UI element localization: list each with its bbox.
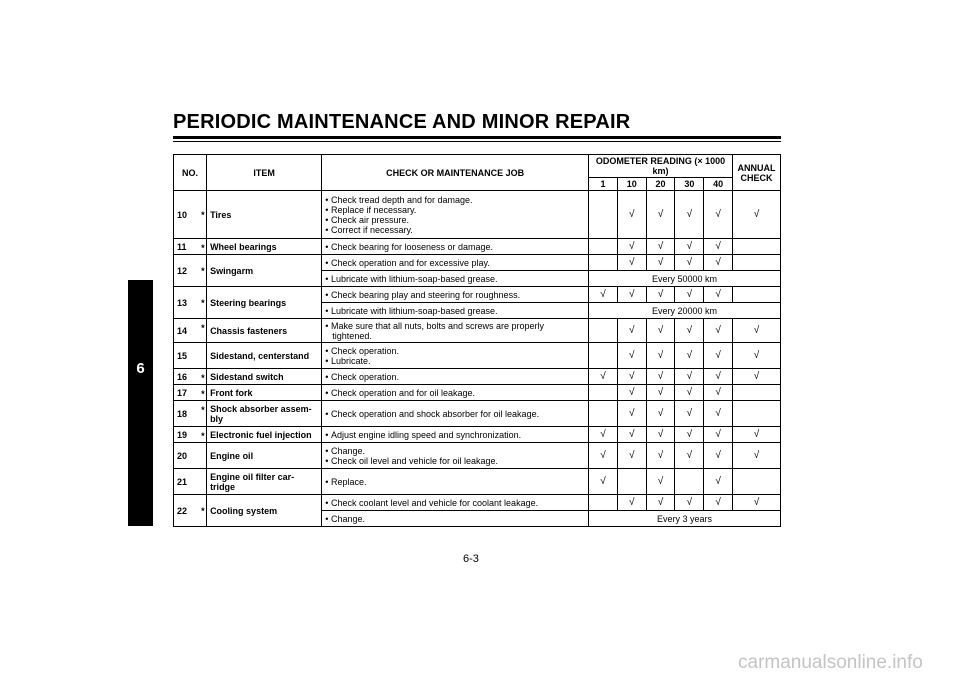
table-row [174, 427, 781, 443]
page-title: PERIODIC MAINTENANCE AND MINOR REPAIR [173, 111, 631, 133]
annual-check-cell [733, 287, 781, 303]
maintenance-job [322, 427, 589, 443]
odometer-check-cell [589, 319, 618, 343]
annual-check-cell: √ [733, 443, 781, 469]
job-line: • Lubricate. [325, 356, 585, 366]
job-line: • Check operation and shock absorber for oil leakage. [325, 409, 585, 419]
header-interval: 30 [675, 178, 704, 191]
item-name: Engine oil [207, 443, 322, 469]
annual-check-cell [733, 255, 781, 271]
table-row [174, 385, 781, 401]
row-number: 19 [174, 427, 200, 443]
table-body [174, 191, 781, 527]
odometer-check-cell [589, 401, 618, 427]
odometer-check-cell: √ [646, 495, 675, 511]
odometer-check-cell: √ [704, 401, 733, 427]
interval-text: Every 3 years [589, 511, 781, 527]
odometer-check-cell: √ [704, 369, 733, 385]
annual-check-cell [733, 401, 781, 427]
odometer-check-cell: √ [589, 369, 618, 385]
job-line: • Replace. [325, 477, 585, 487]
odometer-check-cell [675, 469, 704, 495]
odometer-check-cell: √ [617, 385, 646, 401]
row-number: 13 [174, 287, 200, 319]
header-interval: 10 [617, 178, 646, 191]
maintenance-job [322, 385, 589, 401]
job-line: • Check operation. [325, 346, 585, 356]
odometer-check-cell: √ [617, 343, 646, 369]
maintenance-job [322, 495, 589, 511]
annual-check-cell: √ [733, 495, 781, 511]
odometer-check-cell: √ [646, 385, 675, 401]
interval-text: Every 20000 km [589, 303, 781, 319]
item-name: Tires [207, 191, 322, 239]
odometer-check-cell: √ [704, 319, 733, 343]
asterisk-mark: * [200, 191, 207, 239]
item-name: Sidestand, centerstand [207, 343, 322, 369]
odometer-check-cell: √ [617, 319, 646, 343]
job-line: • Check operation and for oil leakage. [325, 388, 585, 398]
maintenance-job [322, 319, 589, 343]
asterisk-mark: * [200, 385, 207, 401]
annual-check-cell [733, 239, 781, 255]
job-line: • Check oil level and vehicle for oil leakage. [325, 456, 585, 466]
odometer-check-cell [589, 385, 618, 401]
annual-check-cell [733, 469, 781, 495]
job-line: • Change. [325, 514, 585, 524]
odometer-check-cell: √ [704, 191, 733, 239]
odometer-check-cell: √ [646, 255, 675, 271]
odometer-check-cell: √ [675, 319, 704, 343]
header-interval: 1 [589, 178, 618, 191]
header-odometer: ODOMETER READING (× 1000 km) [589, 155, 733, 178]
item-name: Engine oil filter car-tridge [207, 469, 322, 495]
odometer-check-cell: √ [675, 191, 704, 239]
job-line: • Check operation. [325, 372, 585, 382]
odometer-check-cell: √ [589, 469, 618, 495]
odometer-check-cell: √ [617, 191, 646, 239]
annual-check-cell: √ [733, 191, 781, 239]
job-line: • Check coolant level and vehicle for coolant leakage. [325, 498, 585, 508]
asterisk-mark [200, 343, 207, 369]
odometer-check-cell: √ [646, 239, 675, 255]
odometer-check-cell: √ [675, 369, 704, 385]
odometer-check-cell: √ [617, 443, 646, 469]
odometer-check-cell [589, 343, 618, 369]
maintenance-job [322, 369, 589, 385]
odometer-check-cell: √ [589, 287, 618, 303]
maintenance-job [322, 191, 589, 239]
asterisk-mark: * [200, 427, 207, 443]
odometer-check-cell [617, 469, 646, 495]
row-number: 16 [174, 369, 200, 385]
asterisk-mark: * [200, 287, 207, 319]
table-row [174, 443, 781, 469]
table-row [174, 255, 781, 271]
item-name: Chassis fasteners [207, 319, 322, 343]
asterisk-mark [200, 443, 207, 469]
odometer-check-cell: √ [646, 287, 675, 303]
table-row [174, 369, 781, 385]
odometer-check-cell: √ [617, 427, 646, 443]
odometer-check-cell: √ [675, 401, 704, 427]
row-number: 21 [174, 469, 200, 495]
annual-check-cell [733, 385, 781, 401]
item-name: Front fork [207, 385, 322, 401]
title-rule-thin [173, 141, 781, 142]
row-number: 11 [174, 239, 200, 255]
odometer-check-cell: √ [646, 319, 675, 343]
maintenance-table [173, 154, 781, 527]
odometer-check-cell: √ [589, 427, 618, 443]
row-number: 10 [174, 191, 200, 239]
odometer-check-cell: √ [704, 343, 733, 369]
job-line: • Check air pressure. [325, 215, 585, 225]
maintenance-job [322, 343, 589, 369]
odometer-check-cell: √ [617, 255, 646, 271]
row-number: 18 [174, 401, 200, 427]
page-number: 6-3 [463, 553, 479, 565]
odometer-check-cell: √ [704, 469, 733, 495]
job-line: • Change. [325, 446, 585, 456]
table-row [174, 495, 781, 511]
odometer-check-cell: √ [675, 343, 704, 369]
odometer-check-cell: √ [704, 427, 733, 443]
job-line: • Correct if necessary. [325, 225, 585, 235]
interval-text: Every 50000 km [589, 271, 781, 287]
odometer-check-cell [589, 191, 618, 239]
job-line: • Check tread depth and for damage. [325, 195, 585, 205]
table-row [174, 239, 781, 255]
row-number: 20 [174, 443, 200, 469]
item-name: Cooling system [207, 495, 322, 527]
row-number: 15 [174, 343, 200, 369]
job-line: • Lubricate with lithium-soap-based grease. [325, 274, 585, 284]
header-interval: 20 [646, 178, 675, 191]
item-name: Sidestand switch [207, 369, 322, 385]
maintenance-job [322, 511, 589, 527]
row-number: 12 [174, 255, 200, 287]
job-line: • Make sure that all nuts, bolts and screws are properly tightened. [325, 321, 585, 341]
asterisk-mark: * [200, 239, 207, 255]
annual-check-cell: √ [733, 369, 781, 385]
job-line: • Lubricate with lithium-soap-based grease. [325, 306, 585, 316]
job-line: • Check bearing play and steering for roughness. [325, 290, 585, 300]
asterisk-mark: * [200, 255, 207, 287]
annual-check-cell: √ [733, 427, 781, 443]
table-row [174, 343, 781, 369]
annual-check-cell: √ [733, 343, 781, 369]
odometer-check-cell: √ [646, 427, 675, 443]
chapter-tab [128, 280, 153, 526]
item-name: Wheel bearings [207, 239, 322, 255]
annual-check-cell: √ [733, 319, 781, 343]
odometer-check-cell: √ [704, 443, 733, 469]
odometer-check-cell: √ [675, 385, 704, 401]
maintenance-job [322, 443, 589, 469]
odometer-check-cell: √ [617, 287, 646, 303]
table-row [174, 401, 781, 427]
maintenance-job [322, 271, 589, 287]
header-job: CHECK OR MAINTENANCE JOB [322, 155, 589, 191]
job-line: • Adjust engine idling speed and synchronization. [325, 430, 585, 440]
odometer-check-cell: √ [675, 427, 704, 443]
asterisk-mark: * [200, 319, 207, 343]
odometer-check-cell: √ [589, 443, 618, 469]
maintenance-job [322, 469, 589, 495]
odometer-check-cell: √ [646, 343, 675, 369]
odometer-check-cell: √ [617, 239, 646, 255]
header-item: ITEM [207, 155, 322, 191]
maintenance-job [322, 239, 589, 255]
odometer-check-cell: √ [617, 369, 646, 385]
asterisk-mark: * [200, 369, 207, 385]
odometer-check-cell: √ [646, 191, 675, 239]
odometer-check-cell: √ [704, 385, 733, 401]
odometer-check-cell: √ [675, 495, 704, 511]
odometer-check-cell: √ [675, 255, 704, 271]
asterisk-mark: * [200, 495, 207, 527]
asterisk-mark [200, 469, 207, 495]
header-no: NO. [174, 155, 207, 191]
table-header-row [174, 155, 781, 178]
odometer-check-cell: √ [704, 287, 733, 303]
asterisk-mark: * [200, 401, 207, 427]
table-row [174, 319, 781, 343]
header-interval: 40 [704, 178, 733, 191]
odometer-check-cell: √ [646, 443, 675, 469]
odometer-check-cell [589, 239, 618, 255]
odometer-check-cell: √ [704, 239, 733, 255]
row-number: 22 [174, 495, 200, 527]
header-annual: ANNUAL CHECK [733, 155, 781, 191]
row-number: 17 [174, 385, 200, 401]
item-name: Steering bearings [207, 287, 322, 319]
maintenance-job [322, 255, 589, 271]
row-number: 14 [174, 319, 200, 343]
maintenance-job [322, 303, 589, 319]
odometer-check-cell: √ [704, 495, 733, 511]
odometer-check-cell: √ [617, 495, 646, 511]
odometer-check-cell: √ [646, 469, 675, 495]
odometer-check-cell [589, 255, 618, 271]
item-name: Shock absorber assem-bly [207, 401, 322, 427]
odometer-check-cell [589, 495, 618, 511]
odometer-check-cell: √ [675, 239, 704, 255]
maintenance-job [322, 401, 589, 427]
job-line: • Replace if necessary. [325, 205, 585, 215]
table-row [174, 469, 781, 495]
odometer-check-cell: √ [617, 401, 646, 427]
watermark: carmanualsonline.info [738, 652, 923, 673]
odometer-check-cell: √ [704, 255, 733, 271]
chapter-number: 6 [136, 360, 145, 377]
table-row [174, 191, 781, 239]
odometer-check-cell: √ [675, 443, 704, 469]
item-name: Electronic fuel injection [207, 427, 322, 443]
odometer-check-cell: √ [675, 287, 704, 303]
odometer-check-cell: √ [646, 401, 675, 427]
job-line: • Check bearing for looseness or damage. [325, 242, 585, 252]
item-name: Swingarm [207, 255, 322, 287]
title-rule-thick [173, 136, 781, 139]
odometer-check-cell: √ [646, 369, 675, 385]
job-line: • Check operation and for excessive play. [325, 258, 585, 268]
table-row [174, 287, 781, 303]
maintenance-job [322, 287, 589, 303]
